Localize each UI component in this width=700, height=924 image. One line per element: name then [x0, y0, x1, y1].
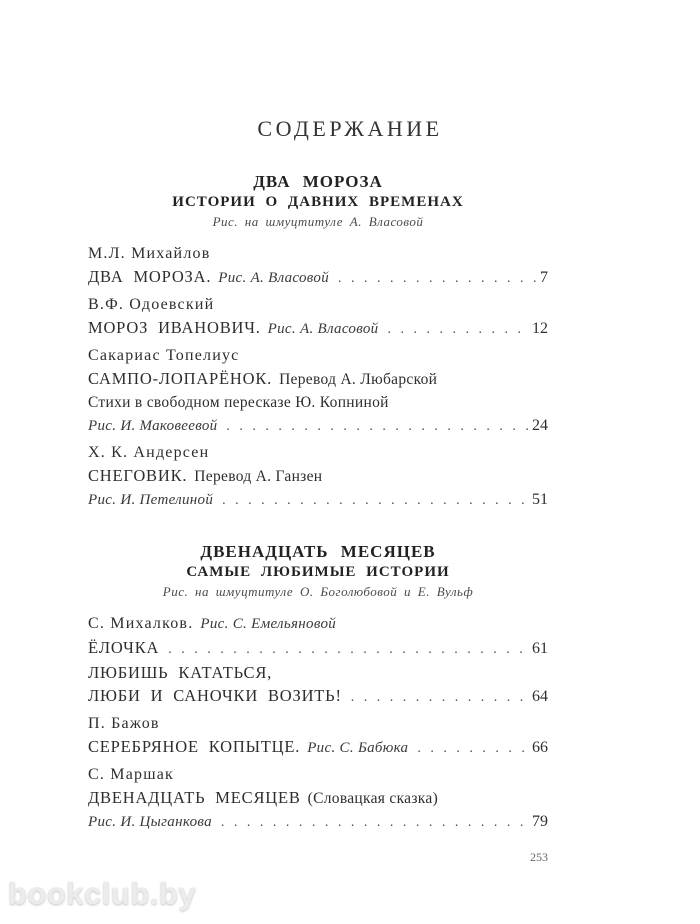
toc-text: Рис. С. Емельяновой: [200, 616, 337, 632]
toc-text: Рис. А. Власовой: [218, 270, 330, 286]
dot-leader: [351, 686, 528, 709]
toc-entry: [88, 763, 548, 834]
toc-text: ЛЮБИШЬ КАТАТЬСЯ,: [88, 663, 273, 682]
entry-page-number: 64: [532, 688, 548, 705]
entry-page-number: 12: [532, 320, 548, 337]
toc-text: ЛЮБИ И САНОЧКИ ВОЗИТЬ!: [88, 686, 342, 705]
section-subtitle: САМЫЕ ЛЮБИМЫЕ ИСТОРИИ: [186, 564, 450, 580]
toc-text: ДВА МОРОЗА.: [88, 267, 212, 286]
entry-page-number: 7: [540, 269, 548, 286]
toc-line: [88, 293, 548, 316]
toc-entry: [88, 293, 548, 341]
toc-sections: [88, 172, 548, 834]
toc-line: [88, 344, 548, 367]
toc-text: (Словацкая сказка): [307, 790, 439, 807]
dot-leader: [222, 489, 528, 512]
toc-text: Рис. И. Петелиной: [88, 492, 214, 508]
toc-line: [88, 488, 548, 512]
toc-text: С. Маршак: [88, 766, 174, 783]
folio-number: 253: [530, 850, 548, 864]
toc-text: Рис. С. Бабюка: [307, 740, 409, 756]
toc-line: [88, 712, 548, 735]
toc-text: МОРОЗ ИВАНОВИЧ.: [88, 318, 261, 337]
toc-line: [88, 242, 548, 265]
section-subtitle: ИСТОРИИ О ДАВНИХ ВРЕМЕНАХ: [172, 194, 464, 210]
entry-page-number: 24: [532, 417, 548, 434]
toc-line: [88, 316, 548, 341]
toc-text: ЁЛОЧКА: [88, 638, 160, 657]
toc-text: Рис. А. Власовой: [267, 321, 379, 337]
dot-leader: [168, 638, 528, 661]
toc-text: М.Л. Михайлов: [88, 245, 211, 262]
dot-leader: [417, 737, 528, 760]
toc-line: [88, 661, 548, 684]
section-title: ДВЕНАДЦАТЬ МЕСЯЦЕВ: [200, 542, 436, 561]
toc-line: [88, 684, 548, 709]
toc-line: [88, 464, 548, 488]
dot-leader: [221, 811, 528, 834]
toc-text: Рис. И. Маковеевой: [88, 418, 218, 434]
toc-entry: [88, 441, 548, 512]
section-heading: [88, 542, 548, 600]
toc-line: [88, 763, 548, 786]
toc-section: [88, 172, 548, 512]
section-illustrator-note: Рис. на шмуцтитуле О. Боголюбовой и Е. Вульф: [162, 584, 474, 599]
section-illustrator-note: Рис. на шмуцтитуле А. Власовой: [212, 214, 424, 229]
toc-line: [88, 265, 548, 290]
entry-page-number: 61: [532, 640, 548, 657]
toc-text: Перевод А. Любарской: [279, 371, 438, 388]
toc-text: САМПО-ЛОПАРЁНОК.: [88, 369, 273, 388]
section-title: ДВА МОРОЗА: [253, 172, 383, 191]
toc-text: Х. К. Андерсен: [88, 444, 210, 461]
toc-entry: [88, 242, 548, 290]
toc-text: Сакариас Топелиус: [88, 347, 240, 364]
section-heading: [88, 172, 548, 230]
toc-section: [88, 542, 548, 834]
toc-line: [88, 414, 548, 438]
dot-leader: [338, 267, 536, 290]
entry-page-number: 79: [532, 813, 548, 830]
toc-text: С. Михалков.: [88, 615, 194, 632]
toc-text: СЕРЕБРЯНОЕ КОПЫТЦЕ.: [88, 737, 301, 756]
entry-page-number: 51: [532, 491, 548, 508]
toc-entry: [88, 712, 548, 760]
toc-line: [88, 441, 548, 464]
toc-text: Рис. И. Цыганкова: [88, 814, 212, 830]
toc-text: СНЕГОВИК.: [88, 466, 188, 485]
toc-line: [88, 786, 548, 810]
toc-text: В.Ф. Одоевский: [88, 296, 215, 313]
toc-line: [88, 391, 548, 414]
toc-text: Перевод А. Ганзен: [194, 468, 323, 485]
toc-line: [88, 810, 548, 834]
toc-line: [88, 735, 548, 760]
page-title: СОДЕРЖАНИЕ: [257, 116, 443, 141]
toc-line: [88, 612, 548, 636]
entry-page-number: 66: [532, 739, 548, 756]
watermark: bookclub.by: [8, 876, 197, 911]
toc-line: [88, 636, 548, 661]
toc-text: П. Бажов: [88, 715, 160, 732]
toc-entry: [88, 612, 548, 709]
toc-text: Стихи в свободном пересказе Ю. Копниной: [88, 394, 389, 411]
toc-line: [88, 367, 548, 391]
dot-leader: [387, 318, 528, 341]
toc-entry: [88, 344, 548, 438]
toc-text: ДВЕНАДЦАТЬ МЕСЯЦЕВ: [88, 788, 301, 807]
dot-leader: [226, 415, 528, 438]
